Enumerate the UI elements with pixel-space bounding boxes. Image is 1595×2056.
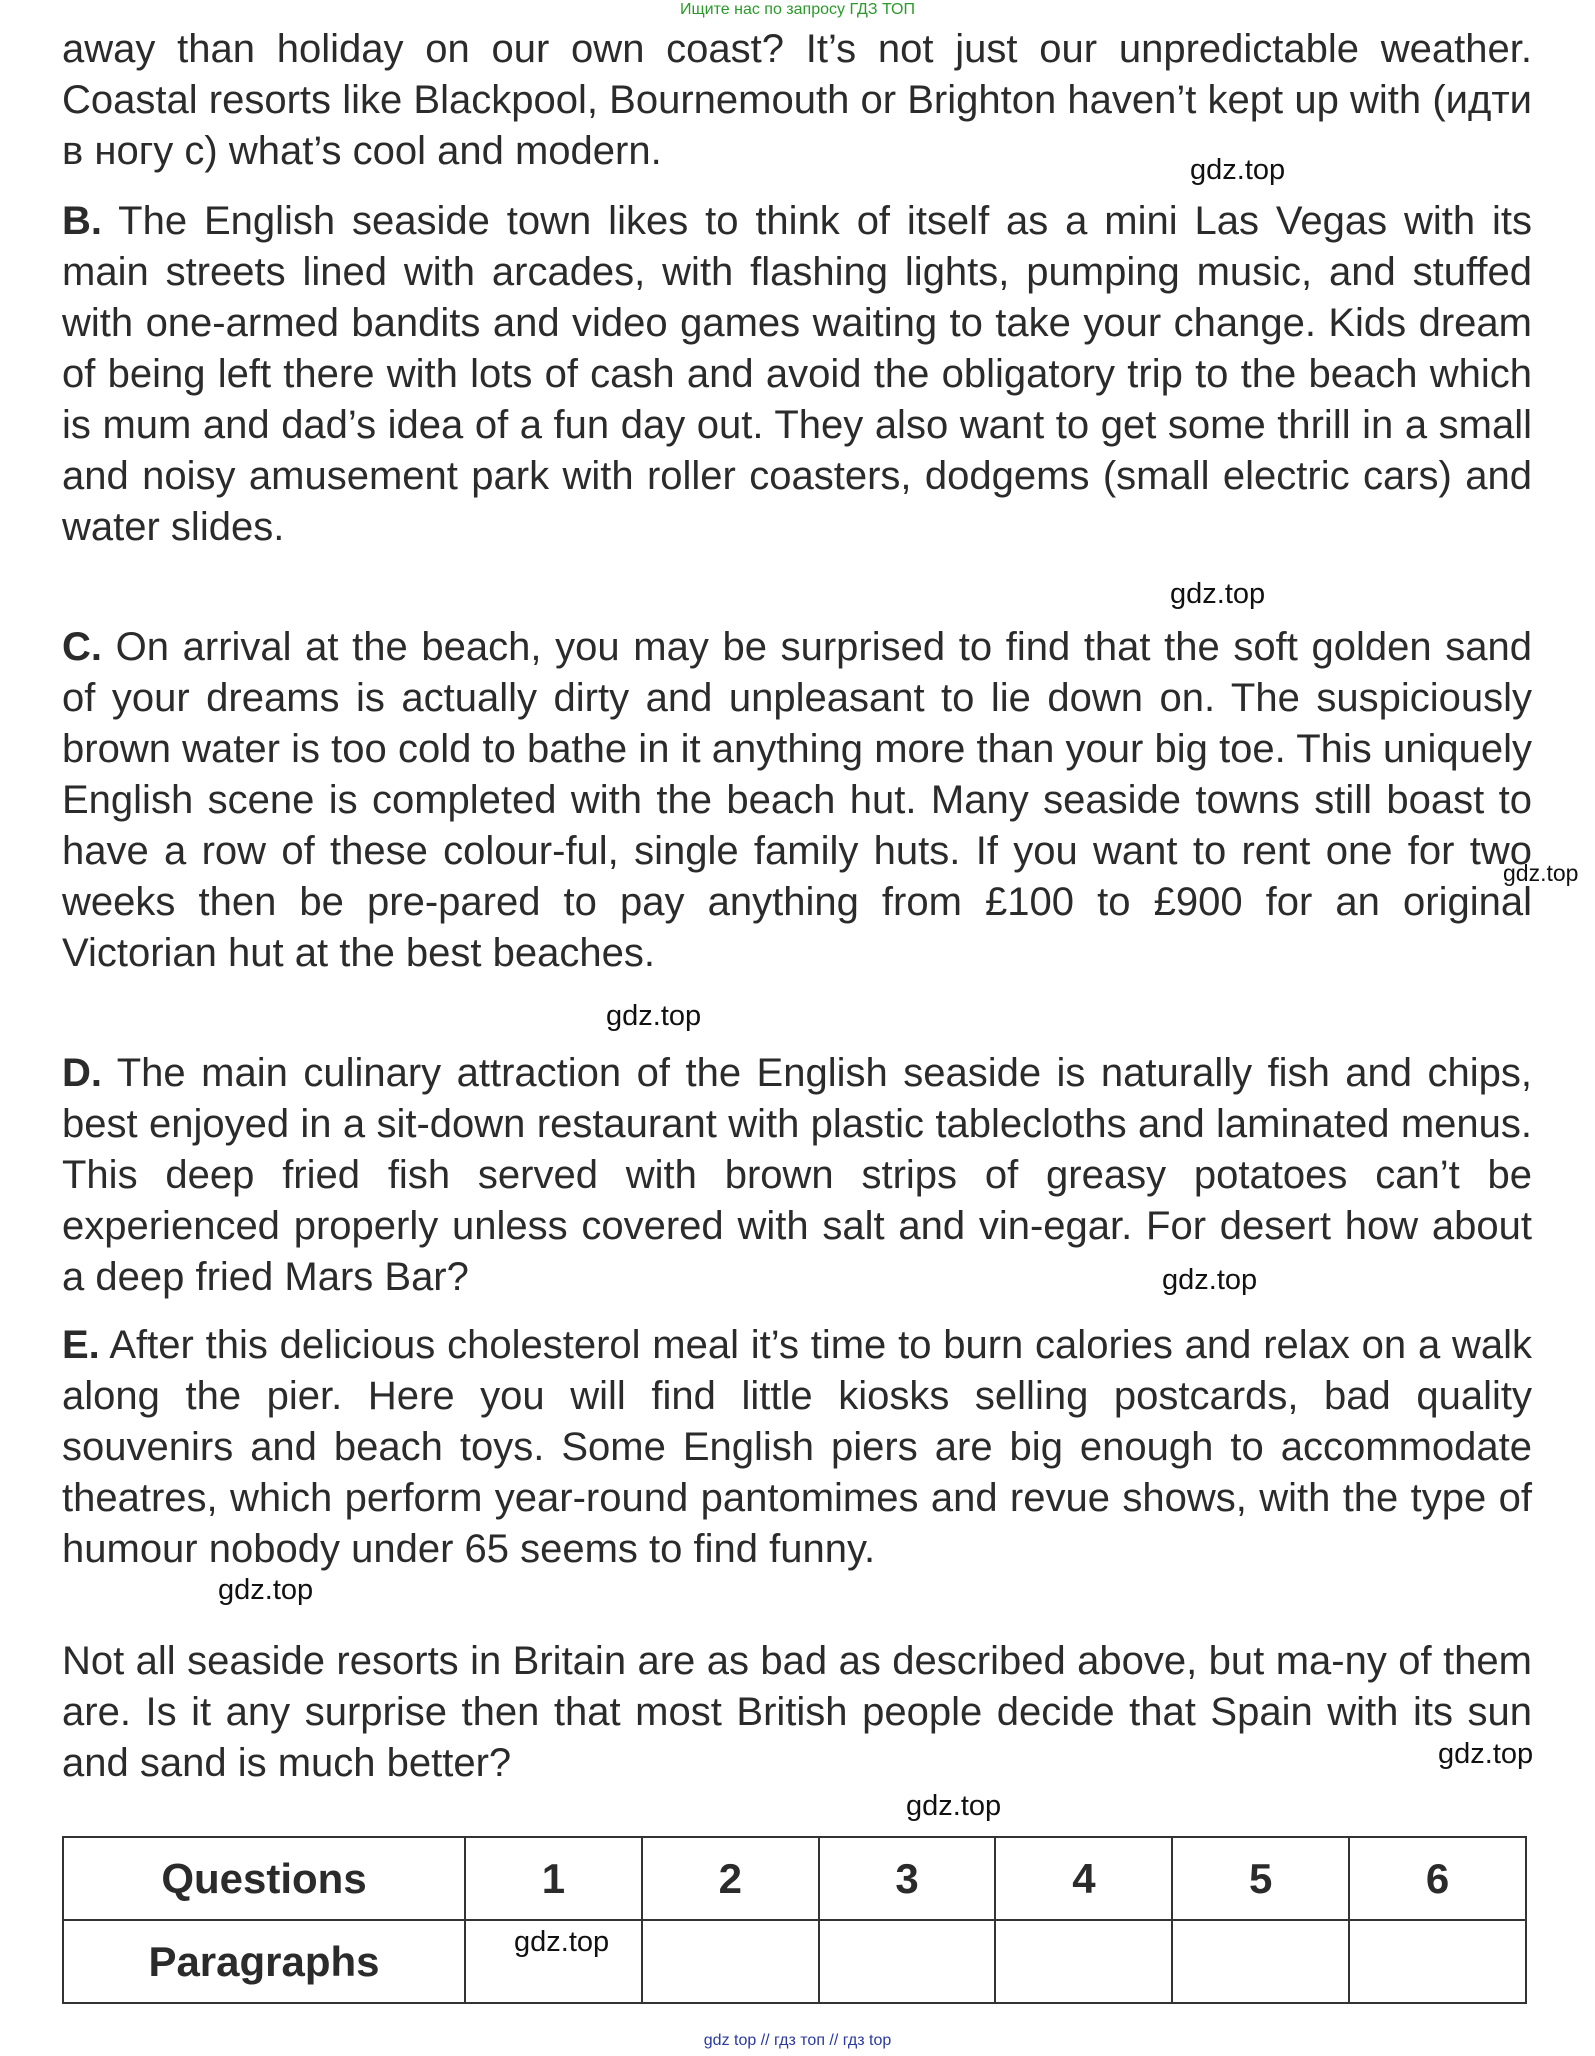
watermark: gdz.top (606, 1000, 702, 1032)
answer-table (62, 1836, 1527, 2004)
paragraph-letter: E. (62, 1323, 100, 1367)
watermark: gdz.top (906, 1790, 1002, 1822)
paragraph-text: After this delicious cholesterol meal it’s time to burn calories and relax on a walk along the pier. Here you will find little kiosks selling postcards, bad quality souvenirs and beach toys. Some English piers are big enough to accommodate theatres, which perform year-round pantomimes and revue shows, with the type of humour nobody under 65 seems to find funny. (62, 1323, 1532, 1571)
paragraph-letter: B. (62, 199, 102, 243)
paragraph-text: On arrival at the beach, you may be surprised to find that the soft golden sand of your dreams is actually dirty and unpleasant to lie down on. The suspiciously brown water is too cold to bathe in it anything more than your big toe. This uniquely English scene is completed with the beach hut. Many seaside towns still boast to have a row of these colour-ful, single family huts. If you want to rent one for two weeks then be pre-pared to pay anything from £100 to £900 for an original Victorian hut at the best beaches. (62, 625, 1532, 975)
watermark: gdz.top (1503, 860, 1579, 886)
question-number: 2 (642, 1837, 819, 1920)
answer-cell[interactable] (1172, 1920, 1349, 2003)
watermark: gdz.top (1170, 578, 1266, 610)
question-number: 5 (1172, 1837, 1349, 1920)
table-row (63, 1920, 1526, 2003)
question-number: 3 (819, 1837, 996, 1920)
question-number: 4 (995, 1837, 1172, 1920)
conclusion-paragraph: Not all seaside resorts in Britain are as bad as described above, but ma-ny of them are. Is it any surprise then that most British people decide that Spain with its sun and sand is much better? (62, 1639, 1532, 1785)
paragraph-d (62, 1048, 1532, 1303)
answer-cell[interactable] (995, 1920, 1172, 2003)
paragraph-letter: C. (62, 625, 102, 669)
intro-paragraph: away than holiday on our own coast? It’s not just our unpredictable weather. Coastal resorts like Blackpool, Bournemouth or Brighton haven’t kept up with (идти в ногу с) what’s cool and modern. (62, 27, 1532, 173)
watermark: gdz.top (1162, 1264, 1258, 1296)
question-number: 6 (1349, 1837, 1526, 1920)
watermark: gdz.top (514, 1926, 610, 1958)
answer-cell[interactable] (642, 1920, 819, 2003)
question-number: 1 (465, 1837, 642, 1920)
table-row (63, 1837, 1526, 1920)
watermark: gdz.top (1438, 1738, 1534, 1770)
answer-cell[interactable] (819, 1920, 996, 2003)
watermark: gdz.top (218, 1574, 314, 1606)
paragraph-c (62, 622, 1532, 979)
paragraph-e (62, 1320, 1532, 1575)
footer-links[interactable]: gdz top // гдз топ // гдз top (703, 2032, 892, 2049)
answer-cell[interactable] (1349, 1920, 1526, 2003)
watermark: gdz.top (1190, 154, 1286, 186)
top-banner: Ищите нас по запросу ГДЗ ТОП (680, 1, 915, 18)
paragraph-letter: D. (62, 1051, 102, 1095)
paragraph-b (62, 196, 1532, 553)
paragraph-text: The English seaside town likes to think of itself as a mini Las Vegas with its main streets lined with arcades, with flashing lights, pumping music, and stuffed with one-armed bandits and video games waiting to take your change. Kids dream of being left there with lots of cash and avoid the obligatory trip to the beach which is mum and dad’s idea of a fun day out. They also want to get some thrill in a small and noisy amusement park with roller coasters, dodgems (small electric cars) and water slides. (62, 199, 1533, 549)
paragraphs-label: Paragraphs (63, 1920, 465, 2003)
questions-label: Questions (63, 1837, 465, 1920)
paragraph-text: The main culinary attraction of the English seaside is naturally fish and chips, best enjoyed in a sit-down restaurant with plastic tablecloths and laminated menus. This deep fried fish served with brown strips of greasy potatoes can’t be experienced properly unless covered with salt and vin-egar. For desert how about a deep fried Mars Bar? (62, 1051, 1532, 1299)
